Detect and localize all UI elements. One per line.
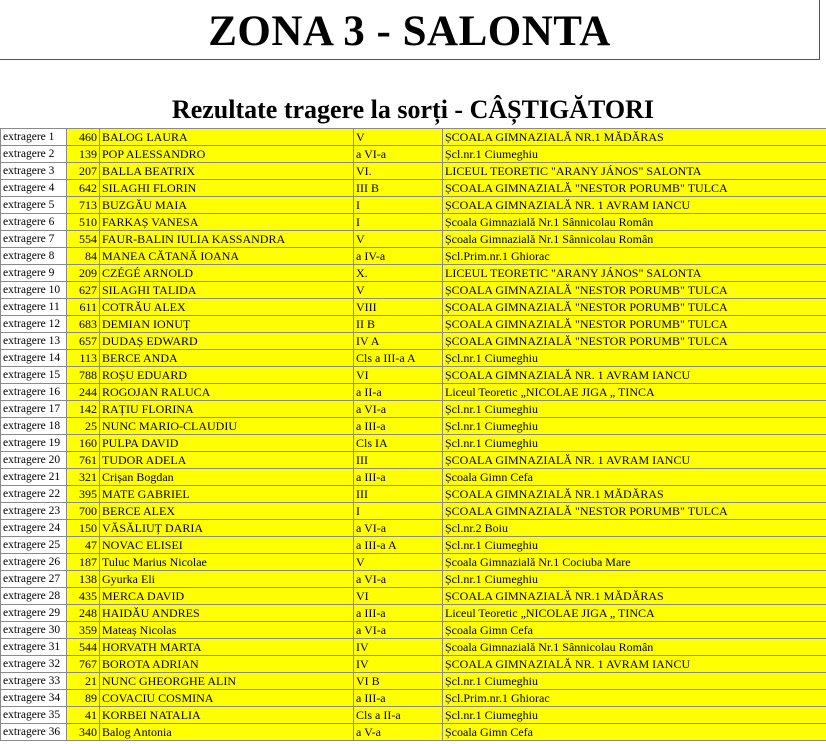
table-row xyxy=(1,180,826,197)
winner-name-cell: DUDAȘ EDWARD xyxy=(100,333,354,350)
school-cell: Școala Gimnazială Nr.1 Sânnicolau Român xyxy=(443,231,826,248)
draw-label-cell: extragere 28 xyxy=(1,588,67,605)
class-cell: V xyxy=(354,554,443,571)
ticket-number-cell: 47 xyxy=(67,537,100,554)
draw-label-cell: extragere 6 xyxy=(1,214,67,231)
results-table xyxy=(0,128,826,741)
table-row xyxy=(1,418,826,435)
title-cell xyxy=(0,0,820,60)
table-row xyxy=(1,571,826,588)
winner-name-cell: HORVATH MARTA xyxy=(100,639,354,656)
class-cell: VI xyxy=(354,588,443,605)
draw-label-cell: extragere 21 xyxy=(1,469,67,486)
draw-label-cell: extragere 2 xyxy=(1,146,67,163)
draw-label-cell: extragere 31 xyxy=(1,639,67,656)
results-table-body xyxy=(1,129,826,741)
draw-label-cell: extragere 5 xyxy=(1,197,67,214)
winner-name-cell: BUZGĂU MAIA xyxy=(100,197,354,214)
draw-label-cell: extragere 25 xyxy=(1,537,67,554)
class-cell: Cls IA xyxy=(354,435,443,452)
class-cell: II B xyxy=(354,316,443,333)
school-cell: Școala Gimn Cefa xyxy=(443,622,826,639)
table-row xyxy=(1,537,826,554)
winner-name-cell: BALOG LAURA xyxy=(100,129,354,146)
ticket-number-cell: 25 xyxy=(67,418,100,435)
class-cell: IV xyxy=(354,656,443,673)
ticket-number-cell: 642 xyxy=(67,180,100,197)
winner-name-cell: DEMIAN IONUȚ xyxy=(100,316,354,333)
table-row xyxy=(1,299,826,316)
ticket-number-cell: 435 xyxy=(67,588,100,605)
winner-name-cell: BERCE ALEX xyxy=(100,503,354,520)
ticket-number-cell: 554 xyxy=(67,231,100,248)
ticket-number-cell: 700 xyxy=(67,503,100,520)
school-cell: Școala Gimn Cefa xyxy=(443,469,826,486)
winner-name-cell: Mateaș Nicolas xyxy=(100,622,354,639)
table-row xyxy=(1,146,826,163)
winner-name-cell: Balog Antonia xyxy=(100,724,354,741)
winner-name-cell: MERCA DAVID xyxy=(100,588,354,605)
school-cell: ȘCOALA GIMNAZIALĂ NR. 1 AVRAM IANCU xyxy=(443,197,826,214)
school-cell: ȘCOALA GIMNAZIALĂ "NESTOR PORUMB" TULCA xyxy=(443,333,826,350)
class-cell: a IV-a xyxy=(354,248,443,265)
class-cell: a VI-a xyxy=(354,520,443,537)
winner-name-cell: FARKAȘ VANESA xyxy=(100,214,354,231)
winner-name-cell: NUNC GHEORGHE ALIN xyxy=(100,673,354,690)
ticket-number-cell: 209 xyxy=(67,265,100,282)
school-cell: ȘCOALA GIMNAZIALĂ NR.1 MĂDĂRAS xyxy=(443,588,826,605)
ticket-number-cell: 683 xyxy=(67,316,100,333)
winner-name-cell: ROGOJAN RALUCA xyxy=(100,384,354,401)
winner-name-cell: Gyurka Eli xyxy=(100,571,354,588)
draw-label-cell: extragere 36 xyxy=(1,724,67,741)
ticket-number-cell: 713 xyxy=(67,197,100,214)
class-cell: V xyxy=(354,231,443,248)
table-row xyxy=(1,639,826,656)
ticket-number-cell: 321 xyxy=(67,469,100,486)
draw-label-cell: extragere 35 xyxy=(1,707,67,724)
table-row xyxy=(1,129,826,146)
class-cell: a III-a xyxy=(354,418,443,435)
page-title: ZONA 3 - SALONTA xyxy=(208,8,611,55)
class-cell: I xyxy=(354,214,443,231)
class-cell: a VI-a xyxy=(354,146,443,163)
draw-label-cell: extragere 10 xyxy=(1,282,67,299)
draw-label-cell: extragere 24 xyxy=(1,520,67,537)
draw-label-cell: extragere 27 xyxy=(1,571,67,588)
draw-label-cell: extragere 18 xyxy=(1,418,67,435)
school-cell: ȘCOALA GIMNAZIALĂ "NESTOR PORUMB" TULCA xyxy=(443,299,826,316)
school-cell: LICEUL TEORETIC "ARANY JÁNOS" SALONTA xyxy=(443,265,826,282)
draw-label-cell: extragere 23 xyxy=(1,503,67,520)
class-cell: III xyxy=(354,486,443,503)
class-cell: a III-a xyxy=(354,605,443,622)
winner-name-cell: ROȘU EDUARD xyxy=(100,367,354,384)
table-row xyxy=(1,248,826,265)
ticket-number-cell: 21 xyxy=(67,673,100,690)
winner-name-cell: RAȚIU FLORINA xyxy=(100,401,354,418)
draw-label-cell: extragere 13 xyxy=(1,333,67,350)
winner-name-cell: BERCE ANDA xyxy=(100,350,354,367)
table-row xyxy=(1,673,826,690)
class-cell: I xyxy=(354,197,443,214)
winner-name-cell: VĂSĂLIUȚ DARIA xyxy=(100,520,354,537)
table-row xyxy=(1,503,826,520)
winner-name-cell: POP ALESSANDRO xyxy=(100,146,354,163)
school-cell: ȘCOALA GIMNAZIALĂ "NESTOR PORUMB" TULCA xyxy=(443,282,826,299)
draw-label-cell: extragere 34 xyxy=(1,690,67,707)
class-cell: I xyxy=(354,503,443,520)
winner-name-cell: Crișan Bogdan xyxy=(100,469,354,486)
ticket-number-cell: 460 xyxy=(67,129,100,146)
class-cell: Cls a II-a xyxy=(354,707,443,724)
draw-label-cell: extragere 9 xyxy=(1,265,67,282)
draw-label-cell: extragere 29 xyxy=(1,605,67,622)
draw-label-cell: extragere 30 xyxy=(1,622,67,639)
draw-label-cell: extragere 20 xyxy=(1,452,67,469)
ticket-number-cell: 244 xyxy=(67,384,100,401)
draw-label-cell: extragere 33 xyxy=(1,673,67,690)
winner-name-cell: MANEA CĂTANĂ IOANA xyxy=(100,248,354,265)
ticket-number-cell: 340 xyxy=(67,724,100,741)
draw-label-cell: extragere 17 xyxy=(1,401,67,418)
school-cell: Șcl.nr.1 Ciumeghiu xyxy=(443,401,826,418)
school-cell: LICEUL TEORETIC "ARANY JÁNOS" SALONTA xyxy=(443,163,826,180)
class-cell: X. xyxy=(354,265,443,282)
class-cell: V xyxy=(354,282,443,299)
winner-name-cell: NUNC MARIO-CLAUDIU xyxy=(100,418,354,435)
table-row xyxy=(1,401,826,418)
class-cell: a VI-a xyxy=(354,622,443,639)
school-cell: Școala Gimnazială Nr.1 Cociuba Mare xyxy=(443,554,826,571)
table-row xyxy=(1,282,826,299)
class-cell: a VI-a xyxy=(354,571,443,588)
winner-name-cell: HAIDĂU ANDRES xyxy=(100,605,354,622)
winner-name-cell: Tuluc Marius Nicolae xyxy=(100,554,354,571)
ticket-number-cell: 187 xyxy=(67,554,100,571)
winner-name-cell: BOROTA ADRIAN xyxy=(100,656,354,673)
class-cell: a III-a xyxy=(354,469,443,486)
school-cell: ȘCOALA GIMNAZIALĂ "NESTOR PORUMB" TULCA xyxy=(443,180,826,197)
ticket-number-cell: 248 xyxy=(67,605,100,622)
table-row xyxy=(1,197,826,214)
class-cell: VI xyxy=(354,367,443,384)
draw-label-cell: extragere 11 xyxy=(1,299,67,316)
draw-label-cell: extragere 4 xyxy=(1,180,67,197)
winner-name-cell: COTRĂU ALEX xyxy=(100,299,354,316)
draw-label-cell: extragere 19 xyxy=(1,435,67,452)
ticket-number-cell: 139 xyxy=(67,146,100,163)
draw-label-cell: extragere 12 xyxy=(1,316,67,333)
school-cell: Șcl.nr.2 Boiu xyxy=(443,520,826,537)
ticket-number-cell: 113 xyxy=(67,350,100,367)
class-cell: III xyxy=(354,452,443,469)
winner-name-cell: SILAGHI TALIDA xyxy=(100,282,354,299)
draw-label-cell: extragere 22 xyxy=(1,486,67,503)
table-row xyxy=(1,724,826,741)
school-cell: Șcl.nr.1 Ciumeghiu xyxy=(443,571,826,588)
winner-name-cell: MATE GABRIEL xyxy=(100,486,354,503)
school-cell: Șcl.nr.1 Ciumeghiu xyxy=(443,350,826,367)
winner-name-cell: COVACIU COSMINA xyxy=(100,690,354,707)
winner-name-cell: FAUR-BALIN IULIA KASSANDRA xyxy=(100,231,354,248)
school-cell: Șcl.nr.1 Ciumeghiu xyxy=(443,707,826,724)
table-row xyxy=(1,469,826,486)
table-row xyxy=(1,452,826,469)
ticket-number-cell: 611 xyxy=(67,299,100,316)
ticket-number-cell: 510 xyxy=(67,214,100,231)
class-cell: IV A xyxy=(354,333,443,350)
winner-name-cell: PULPA DAVID xyxy=(100,435,354,452)
school-cell: Șcl.Prim.nr.1 Ghiorac xyxy=(443,248,826,265)
ticket-number-cell: 788 xyxy=(67,367,100,384)
winner-name-cell: TUDOR ADELA xyxy=(100,452,354,469)
table-row xyxy=(1,656,826,673)
ticket-number-cell: 89 xyxy=(67,690,100,707)
school-cell: ȘCOALA GIMNAZIALĂ NR.1 MĂDĂRAS xyxy=(443,486,826,503)
table-row xyxy=(1,384,826,401)
ticket-number-cell: 142 xyxy=(67,401,100,418)
draw-label-cell: extragere 15 xyxy=(1,367,67,384)
school-cell: Șcl.nr.1 Ciumeghiu xyxy=(443,673,826,690)
ticket-number-cell: 761 xyxy=(67,452,100,469)
ticket-number-cell: 767 xyxy=(67,656,100,673)
ticket-number-cell: 395 xyxy=(67,486,100,503)
draw-label-cell: extragere 8 xyxy=(1,248,67,265)
class-cell: a III-a xyxy=(354,690,443,707)
class-cell: VIII xyxy=(354,299,443,316)
ticket-number-cell: 359 xyxy=(67,622,100,639)
table-row xyxy=(1,520,826,537)
class-cell: III B xyxy=(354,180,443,197)
ticket-number-cell: 627 xyxy=(67,282,100,299)
ticket-number-cell: 160 xyxy=(67,435,100,452)
class-cell: VI. xyxy=(354,163,443,180)
school-cell: Liceul Teoretic „NICOLAE JIGA „ TINCA xyxy=(443,605,826,622)
class-cell: a V-a xyxy=(354,724,443,741)
table-row xyxy=(1,486,826,503)
draw-label-cell: extragere 3 xyxy=(1,163,67,180)
table-row xyxy=(1,231,826,248)
school-cell: ȘCOALA GIMNAZIALĂ NR.1 MĂDĂRAS xyxy=(443,129,826,146)
winner-name-cell: SILAGHI FLORIN xyxy=(100,180,354,197)
class-cell: a VI-a xyxy=(354,401,443,418)
table-row xyxy=(1,435,826,452)
ticket-number-cell: 41 xyxy=(67,707,100,724)
school-cell: Șcl.nr.1 Ciumeghiu xyxy=(443,435,826,452)
school-cell: Școala Gimnazială Nr.1 Sânnicolau Român xyxy=(443,639,826,656)
table-row xyxy=(1,367,826,384)
draw-label-cell: extragere 7 xyxy=(1,231,67,248)
school-cell: ȘCOALA GIMNAZIALĂ "NESTOR PORUMB" TULCA xyxy=(443,316,826,333)
winner-name-cell: CZÉGÉ ARNOLD xyxy=(100,265,354,282)
draw-label-cell: extragere 16 xyxy=(1,384,67,401)
school-cell: Șcl.Prim.nr.1 Ghiorac xyxy=(443,690,826,707)
school-cell: ȘCOALA GIMNAZIALĂ NR. 1 AVRAM IANCU xyxy=(443,656,826,673)
table-row xyxy=(1,333,826,350)
table-row xyxy=(1,622,826,639)
school-cell: Liceul Teoretic „NICOLAE JIGA „ TINCA xyxy=(443,384,826,401)
school-cell: Școala Gimnazială Nr.1 Sânnicolau Român xyxy=(443,214,826,231)
school-cell: ȘCOALA GIMNAZIALĂ NR. 1 AVRAM IANCU xyxy=(443,367,826,384)
draw-label-cell: extragere 14 xyxy=(1,350,67,367)
table-row xyxy=(1,588,826,605)
winner-name-cell: KORBEI NATALIA xyxy=(100,707,354,724)
table-row xyxy=(1,605,826,622)
draw-label-cell: extragere 26 xyxy=(1,554,67,571)
ticket-number-cell: 657 xyxy=(67,333,100,350)
class-cell: a II-a xyxy=(354,384,443,401)
table-row xyxy=(1,163,826,180)
ticket-number-cell: 207 xyxy=(67,163,100,180)
school-cell: Șcl.nr.1 Ciumeghiu xyxy=(443,537,826,554)
draw-label-cell: extragere 32 xyxy=(1,656,67,673)
class-cell: V xyxy=(354,129,443,146)
ticket-number-cell: 150 xyxy=(67,520,100,537)
table-row xyxy=(1,554,826,571)
class-cell: VI B xyxy=(354,673,443,690)
page-subtitle: Rezultate tragere la sorți - CÂȘTIGĂTORI xyxy=(171,95,655,124)
school-cell: Șcl.nr.1 Ciumeghiu xyxy=(443,418,826,435)
school-cell: ȘCOALA GIMNAZIALĂ "NESTOR PORUMB" TULCA xyxy=(443,503,826,520)
ticket-number-cell: 138 xyxy=(67,571,100,588)
ticket-number-cell: 544 xyxy=(67,639,100,656)
table-row xyxy=(1,707,826,724)
school-cell: Școala Gimn Cefa xyxy=(443,724,826,741)
table-row xyxy=(1,350,826,367)
class-cell: a III-a A xyxy=(354,537,443,554)
table-row xyxy=(1,265,826,282)
class-cell: Cls a III-a A xyxy=(354,350,443,367)
table-row xyxy=(1,214,826,231)
ticket-number-cell: 84 xyxy=(67,248,100,265)
class-cell: IV xyxy=(354,639,443,656)
school-cell: Șcl.nr.1 Ciumeghiu xyxy=(443,146,826,163)
winner-name-cell: NOVAC ELISEI xyxy=(100,537,354,554)
winner-name-cell: BALLA BEATRIX xyxy=(100,163,354,180)
draw-label-cell: extragere 1 xyxy=(1,129,67,146)
table-row xyxy=(1,690,826,707)
table-row xyxy=(1,316,826,333)
school-cell: ȘCOALA GIMNAZIALĂ NR. 1 AVRAM IANCU xyxy=(443,452,826,469)
